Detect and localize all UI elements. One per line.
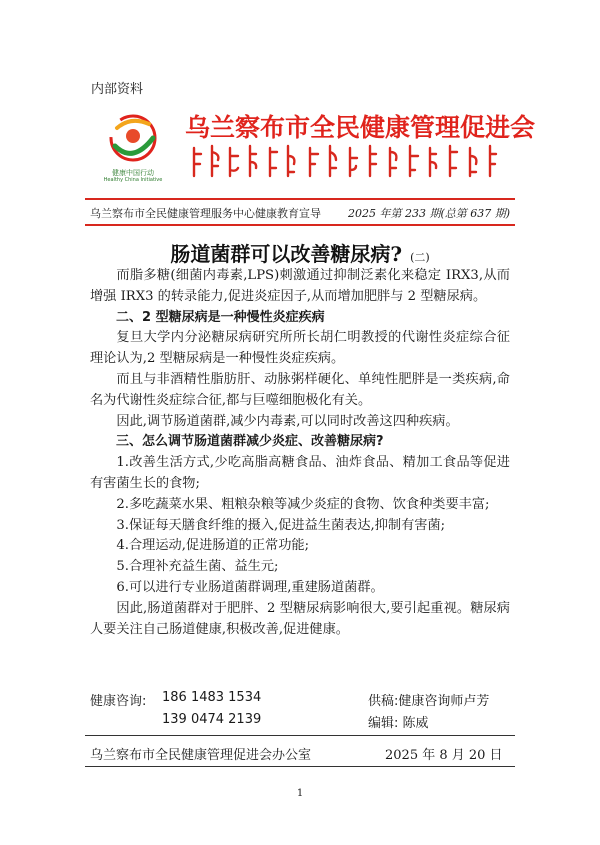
list-item: 2.多吃蔬菜水果、粗粮杂粮等减少炎症的食物、饮食种类要丰富; <box>116 496 490 512</box>
contact-phone-1: 186 1483 1534 <box>162 690 262 705</box>
article-title-part: (二) <box>410 251 430 264</box>
page-number: 1 <box>296 788 304 799</box>
list-item: 4.合理运动,促进肠道的正常功能; <box>116 538 310 554</box>
header-publisher: 乌兰察布市全民健康管理服务中心健康教育宣导 <box>90 207 321 220</box>
header-divider-top <box>85 198 515 200</box>
list-item: 3.保证每天膳食纤维的摄入,促进益生菌表达,抑制有害菌; <box>116 517 446 533</box>
footer-organization: 乌兰察布市全民健康管理促进会办公室 <box>90 748 312 763</box>
article-title <box>0 238 600 267</box>
section-heading: 三、怎么调节肠道菌群减少炎症、改善糖尿病? <box>116 434 384 450</box>
footer-divider-bottom <box>85 766 515 767</box>
header-divider-bottom <box>85 224 515 226</box>
logo-caption-en: Healthy China Initiative <box>103 177 163 183</box>
footer-date: 2025 年 8 月 20 日 <box>385 748 503 763</box>
header-issue: 2025 年第 233 期(总第 637 期) <box>348 207 511 220</box>
paragraph: 而脂多糖(细菌内毒素,LPS)刺激通过抑制泛素化来稳定 IRX3,从而增强 IRX3 的转录能力,促进炎症因子,从而增加肥胖与 2 型糖尿病。 <box>90 268 510 304</box>
logo-caption: 健康中国行动 <box>112 169 154 177</box>
list-item: 5.合理补充益生菌、益生元; <box>116 559 279 575</box>
article-title-main: 肠道菌群可以改善糖尿病? <box>170 242 403 266</box>
contact-phone-2: 139 0474 2139 <box>162 712 262 727</box>
organization-title: 乌兰察布市全民健康管理促进会 <box>185 113 536 142</box>
contact-label: 健康咨询: <box>90 694 147 709</box>
paragraph: 而且与非酒精性脂肪肝、动脉粥样硬化、单纯性肥胖是一类疾病,命名为代谢性炎症综合征,都与巨噬细胞极化有关。 <box>90 371 510 408</box>
internal-label: 内部资料 <box>91 82 144 97</box>
mongolian-script-graphic <box>190 142 500 182</box>
list-item: 6.可以进行专业肠道菌群调理,重建肠道菌群。 <box>116 579 384 595</box>
article-body <box>90 266 510 640</box>
supply-credit: 供稿:健康咨询师卢芳 <box>368 694 490 709</box>
list-item: 1.改善生活方式,少吃高脂高糖食品、油炸食品、精加工食品等促进有害菌生长的食物; <box>90 455 510 491</box>
paragraph: 复旦大学内分泌糖尿病研究所所长胡仁明教授的代谢性炎症综合征理论认为,2 型糖尿病是一种慢性炎症疾病。 <box>90 330 510 367</box>
editor-credit: 编辑: 陈威 <box>368 716 429 731</box>
footer-divider-top <box>85 735 515 736</box>
paragraph: 因此,调节肠道菌群,减少内毒素,可以同时改善这四种疾病。 <box>116 413 459 429</box>
section-heading: 二、2 型糖尿病是一种慢性炎症疾病 <box>116 309 325 325</box>
paragraph: 因此,肠道菌群对于肥胖、2 型糖尿病影响很大,要引起重视。糖尿病人要关注自己肠道健康,积极改善,促进健康。 <box>90 600 510 637</box>
